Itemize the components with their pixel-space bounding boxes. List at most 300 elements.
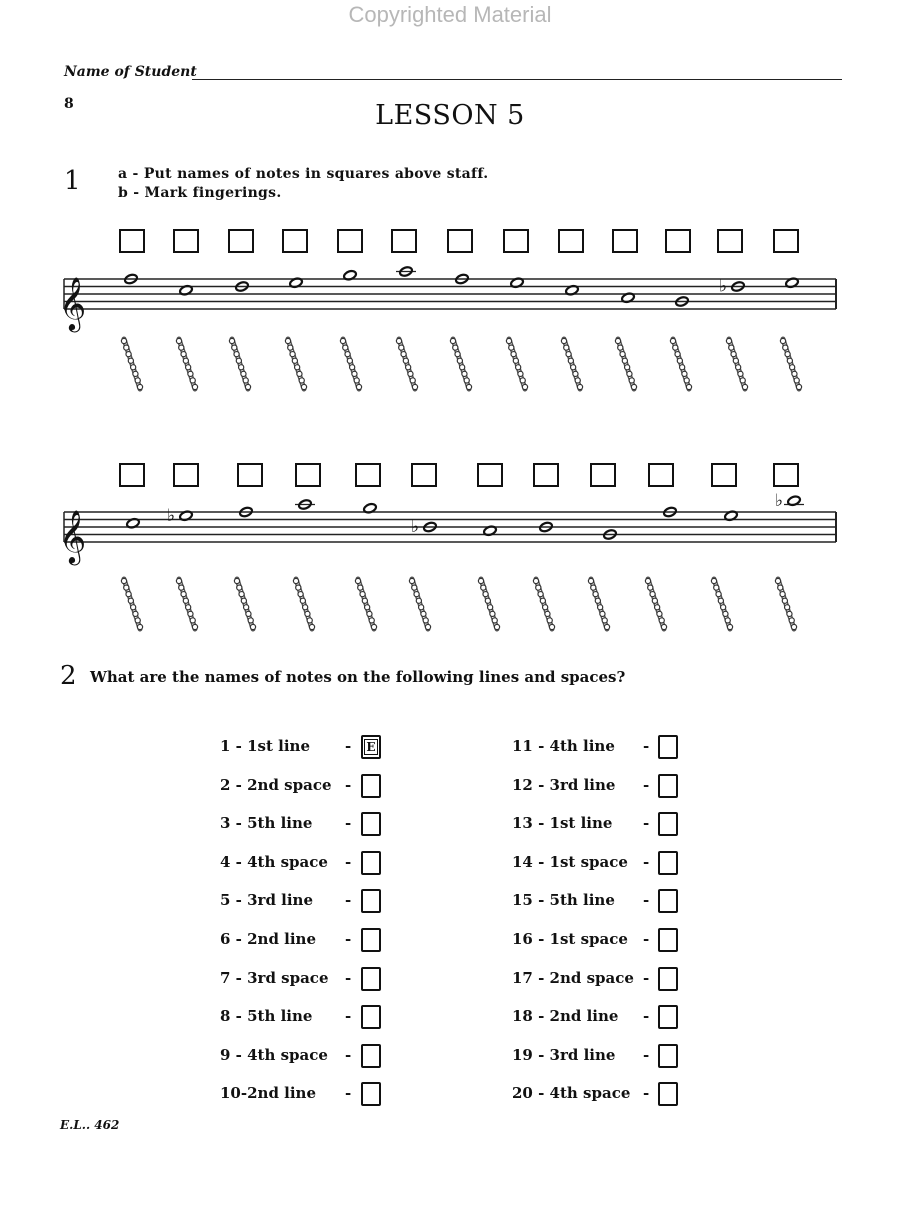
question-label: 1 - 1st line (220, 737, 310, 755)
finger-hole (780, 338, 785, 343)
fingering-chart-icon[interactable] (708, 575, 738, 633)
finger-hole (243, 378, 248, 383)
fingering-chart-icon[interactable] (393, 335, 423, 393)
finger-hole (181, 352, 186, 357)
finger-hole (250, 624, 255, 629)
answer-box[interactable] (658, 1005, 678, 1029)
answer-box[interactable] (361, 851, 381, 875)
note-name-box[interactable] (590, 463, 616, 487)
question-dash: - (345, 891, 352, 910)
finger-hole (126, 352, 131, 357)
finger-hole (406, 365, 411, 370)
question-label: 13 - 1st line (512, 814, 613, 833)
student-name-line[interactable] (192, 79, 842, 80)
finger-hole (564, 345, 569, 350)
finger-hole (782, 598, 787, 603)
lesson-title: LESSON 5 (375, 100, 525, 131)
question-dash: - (643, 930, 650, 948)
finger-hole (135, 378, 140, 383)
finger-hole (131, 365, 136, 370)
finger-hole (371, 624, 376, 629)
note-name-box[interactable] (355, 463, 381, 487)
finger-hole (124, 585, 129, 590)
note-name-box[interactable] (237, 463, 263, 487)
answer-box[interactable] (361, 735, 381, 759)
finger-hole (686, 384, 691, 389)
answer-box[interactable] (658, 774, 678, 798)
finger-hole (522, 384, 527, 389)
question-label: 15 - 5th line (512, 891, 615, 910)
finger-hole (571, 365, 576, 370)
fingering-chart-icon[interactable] (447, 335, 477, 393)
note-name-box[interactable] (503, 229, 529, 253)
answer-box[interactable] (361, 1082, 381, 1106)
question-label: 7 - 3rd space (220, 968, 329, 987)
finger-hole (121, 338, 126, 343)
finger-hole (292, 358, 297, 363)
finger-hole (598, 605, 603, 610)
finger-hole (296, 585, 301, 590)
finger-hole (566, 352, 571, 357)
finger-hole (494, 624, 499, 629)
answer-box[interactable] (361, 889, 381, 913)
fingering-chart-icon[interactable] (118, 575, 148, 633)
question-dash: - (345, 737, 352, 755)
note-name-box[interactable] (558, 229, 584, 253)
finger-hole (684, 378, 689, 383)
fingering-chart-icon[interactable] (282, 335, 312, 393)
finger-hole (533, 578, 538, 583)
fingering-chart-icon[interactable] (352, 575, 382, 633)
finger-hole (137, 384, 142, 389)
fingering-chart-icon[interactable] (118, 335, 148, 393)
finger-hole (293, 578, 298, 583)
finger-hole (604, 624, 609, 629)
answer-box[interactable] (658, 735, 678, 759)
finger-hole (716, 592, 721, 597)
note-name-box[interactable] (717, 229, 743, 253)
answer-box[interactable] (658, 928, 678, 952)
finger-hole (602, 618, 607, 623)
finger-hole (245, 384, 250, 389)
question-dash: - (345, 930, 352, 948)
question-label: 18 - 2nd line (512, 1007, 619, 1026)
finger-hole (190, 618, 195, 623)
fingering-chart-icon[interactable] (503, 335, 533, 393)
note-name-box[interactable] (665, 229, 691, 253)
flat-sign-icon: ♭ (167, 505, 176, 526)
finger-hole (396, 338, 401, 343)
note-name-box[interactable] (612, 229, 638, 253)
finger-hole (345, 352, 350, 357)
answer-box[interactable] (361, 812, 381, 836)
question-label: 9 - 4th space (220, 1045, 328, 1064)
finger-hole (298, 592, 303, 597)
finger-hole (575, 378, 580, 383)
finger-hole (593, 592, 598, 597)
finger-hole (725, 618, 730, 623)
fingering-chart-icon[interactable] (667, 335, 697, 393)
finger-hole (340, 338, 345, 343)
answer-box[interactable] (658, 1082, 678, 1106)
finger-hole (462, 371, 467, 376)
finger-hole (652, 598, 657, 603)
finger-hole (549, 624, 554, 629)
question-dash: - (643, 1045, 650, 1064)
note-name-box[interactable] (533, 463, 559, 487)
fingering-chart-icon[interactable] (612, 335, 642, 393)
note-name-box[interactable] (447, 229, 473, 253)
finger-hole (488, 605, 493, 610)
finger-hole (409, 578, 414, 583)
fingering-chart-icon[interactable] (642, 575, 672, 633)
answer-box[interactable] (361, 774, 381, 798)
finger-hole (513, 358, 518, 363)
finger-hole (547, 618, 552, 623)
question-dash: - (345, 852, 352, 871)
finger-hole (680, 365, 685, 370)
finger-hole (285, 338, 290, 343)
finger-hole (343, 345, 348, 350)
finger-hole (543, 605, 548, 610)
finger-hole (568, 358, 573, 363)
finger-hole (648, 585, 653, 590)
note-name-box[interactable] (173, 229, 199, 253)
flat-sign-icon: ♭ (411, 517, 420, 537)
finger-hole (421, 611, 426, 616)
answer-box[interactable] (361, 928, 381, 952)
finger-hole (657, 611, 662, 616)
note-name-box[interactable] (411, 463, 437, 487)
question-label: 2 - 2nd space (220, 775, 332, 794)
finger-hole (239, 365, 244, 370)
finger-hole (536, 585, 541, 590)
question-label: 16 - 1st space (512, 930, 628, 948)
finger-hole (192, 624, 197, 629)
finger-hole (509, 345, 514, 350)
question-label: 8 - 5th line (220, 1007, 313, 1026)
finger-hole (124, 345, 129, 350)
question-dash: - (643, 814, 650, 833)
question-label: 4 - 4th space (220, 852, 328, 871)
finger-hole (299, 378, 304, 383)
finger-hole (783, 345, 788, 350)
question-label: 11 - 4th line (512, 737, 615, 755)
finger-hole (188, 371, 193, 376)
finger-hole (181, 592, 186, 597)
finger-hole (485, 598, 490, 603)
answer-box[interactable] (658, 967, 678, 991)
finger-hole (179, 345, 184, 350)
finger-hole (128, 358, 133, 363)
finger-hole (787, 611, 792, 616)
finger-hole (401, 352, 406, 357)
question-label: 17 - 2nd space (512, 968, 634, 987)
finger-hole (650, 592, 655, 597)
finger-hole (727, 624, 732, 629)
treble-clef-icon: 𝄞 (59, 276, 87, 330)
question-label: 3 - 5th line (220, 814, 313, 833)
note-name-box[interactable] (773, 229, 799, 253)
finger-hole (588, 578, 593, 583)
finger-hole (464, 378, 469, 383)
finger-hole (483, 592, 488, 597)
finger-hole (365, 605, 370, 610)
finger-hole (785, 605, 790, 610)
note-name-box[interactable] (391, 229, 417, 253)
fingering-chart-icon[interactable] (585, 575, 615, 633)
finger-hole (412, 384, 417, 389)
finger-hole (133, 611, 138, 616)
note-name-box[interactable] (648, 463, 674, 487)
fingering-chart-icon[interactable] (173, 575, 203, 633)
finger-hole (179, 585, 184, 590)
finger-hole (307, 618, 312, 623)
question-dash: - (345, 1045, 352, 1064)
note-name-box[interactable] (295, 463, 321, 487)
finger-hole (244, 605, 249, 610)
fingering-chart-icon[interactable] (226, 335, 256, 393)
finger-hole (237, 585, 242, 590)
section-2-number: 2 (60, 661, 77, 691)
finger-hole (241, 598, 246, 603)
finger-hole (600, 611, 605, 616)
fingering-chart-icon[interactable] (777, 335, 807, 393)
finger-hole (234, 352, 239, 357)
finger-hole (516, 365, 521, 370)
finger-hole (591, 585, 596, 590)
question-dash: - (643, 737, 650, 755)
finger-hole (561, 338, 566, 343)
question-label: 14 - 1st space (512, 852, 628, 871)
finger-hole (236, 358, 241, 363)
finger-hole (176, 578, 181, 583)
finger-hole (232, 345, 237, 350)
finger-hole (248, 618, 253, 623)
finger-hole (785, 352, 790, 357)
finger-hole (645, 578, 650, 583)
finger-hole (545, 611, 550, 616)
student-name-label: Name of Student (64, 64, 197, 80)
footer-code: E.L.. 462 (60, 1118, 120, 1132)
finger-hole (629, 378, 634, 383)
note-name-box[interactable] (477, 463, 503, 487)
note-name-box[interactable] (228, 229, 254, 253)
finger-hole (492, 618, 497, 623)
finger-hole (414, 592, 419, 597)
finger-hole (192, 384, 197, 389)
finger-hole (791, 624, 796, 629)
finger-hole (627, 371, 632, 376)
finger-hole (303, 605, 308, 610)
finger-hole (625, 365, 630, 370)
fingering-chart-icon[interactable] (530, 575, 560, 633)
finger-hole (622, 358, 627, 363)
finger-hole (511, 352, 516, 357)
finger-hole (573, 371, 578, 376)
finger-hole (790, 365, 795, 370)
question-label: 19 - 3rd line (512, 1045, 616, 1064)
question-label: 10-2nd line (220, 1084, 316, 1103)
question-dash: - (345, 1007, 352, 1026)
finger-hole (721, 605, 726, 610)
instruction-b: b - Mark fingerings. (118, 185, 282, 201)
finger-hole (450, 338, 455, 343)
note-name-box[interactable] (119, 229, 145, 253)
fingering-chart-icon[interactable] (337, 335, 367, 393)
fingering-chart-icon[interactable] (772, 575, 802, 633)
question-label: 20 - 4th space (512, 1084, 631, 1103)
finger-hole (295, 365, 300, 370)
fingering-chart-icon[interactable] (723, 335, 753, 393)
finger-hole (300, 598, 305, 603)
flat-sign-icon: ♭ (775, 490, 784, 511)
finger-hole (736, 365, 741, 370)
finger-hole (670, 338, 675, 343)
finger-hole (297, 371, 302, 376)
finger-hole (659, 618, 664, 623)
finger-hole (595, 598, 600, 603)
finger-hole (290, 352, 295, 357)
finger-hole (239, 592, 244, 597)
finger-hole (731, 352, 736, 357)
finger-hole (399, 345, 404, 350)
finger-hole (288, 345, 293, 350)
finger-hole (655, 605, 660, 610)
finger-hole (506, 338, 511, 343)
finger-hole (453, 345, 458, 350)
question-dash: - (345, 814, 352, 833)
finger-hole (360, 592, 365, 597)
question-dash: - (643, 775, 650, 794)
fingering-chart-icon[interactable] (173, 335, 203, 393)
flat-sign-icon: ♭ (719, 276, 728, 297)
finger-hole (186, 365, 191, 370)
finger-hole (460, 365, 465, 370)
answer-box[interactable] (361, 1044, 381, 1068)
finger-hole (457, 358, 462, 363)
finger-hole (350, 365, 355, 370)
finger-hole (661, 624, 666, 629)
fingering-chart-icon[interactable] (290, 575, 320, 633)
finger-hole (121, 578, 126, 583)
finger-hole (190, 378, 195, 383)
question-dash: - (643, 968, 650, 987)
question-label: 12 - 3rd line (512, 775, 616, 794)
finger-hole (677, 358, 682, 363)
instruction-a: a - Put names of notes in squares above staff. (118, 166, 489, 182)
finger-hole (246, 611, 251, 616)
finger-hole (466, 384, 471, 389)
treble-clef-icon: 𝄞 (59, 509, 87, 563)
finger-hole (794, 378, 799, 383)
answer-box[interactable] (361, 967, 381, 991)
finger-hole (673, 345, 678, 350)
finger-hole (416, 598, 421, 603)
finger-hole (412, 585, 417, 590)
finger-hole (229, 338, 234, 343)
note-name-box[interactable] (173, 463, 199, 487)
finger-hole (615, 338, 620, 343)
finger-hole (518, 371, 523, 376)
finger-hole (618, 345, 623, 350)
finger-hole (356, 384, 361, 389)
finger-hole (354, 378, 359, 383)
note-name-box[interactable] (337, 229, 363, 253)
question-label: 5 - 3rd line (220, 891, 314, 910)
finger-hole (408, 371, 413, 376)
note-name-box[interactable] (119, 463, 145, 487)
finger-hole (780, 592, 785, 597)
finger-hole (362, 598, 367, 603)
finger-hole (711, 578, 716, 583)
copyright-watermark: Copyrighted Material (348, 2, 552, 27)
answer-box[interactable] (658, 889, 678, 913)
finger-hole (369, 618, 374, 623)
finger-hole (738, 371, 743, 376)
finger-hole (419, 605, 424, 610)
section-2-question: What are the names of notes on the following lines and spaces? (90, 668, 626, 686)
finger-hole (403, 358, 408, 363)
answer-box[interactable] (658, 851, 678, 875)
finger-hole (347, 358, 352, 363)
finger-hole (729, 345, 734, 350)
finger-hole (183, 598, 188, 603)
answer-box[interactable] (658, 812, 678, 836)
finger-hole (367, 611, 372, 616)
page-number: 8 (64, 96, 74, 112)
finger-hole (131, 605, 136, 610)
answer-box[interactable] (361, 1005, 381, 1029)
finger-hole (675, 352, 680, 357)
note-name-box[interactable] (711, 463, 737, 487)
finger-hole (183, 358, 188, 363)
question-dash: - (643, 852, 650, 871)
finger-hole (740, 378, 745, 383)
finger-hole (540, 598, 545, 603)
finger-hole (128, 598, 133, 603)
note-name-box[interactable] (773, 463, 799, 487)
finger-hole (126, 592, 131, 597)
finger-hole (186, 605, 191, 610)
question-dash: - (345, 775, 352, 794)
finger-hole (577, 384, 582, 389)
finger-hole (358, 585, 363, 590)
answer-text: E (364, 739, 378, 755)
note-name-box[interactable] (282, 229, 308, 253)
fingering-chart-icon[interactable] (231, 575, 261, 633)
finger-hole (631, 384, 636, 389)
finger-hole (778, 585, 783, 590)
finger-hole (188, 611, 193, 616)
question-dash: - (345, 968, 352, 987)
question-dash: - (345, 1084, 352, 1103)
question-dash: - (643, 891, 650, 910)
finger-hole (620, 352, 625, 357)
fingering-chart-icon[interactable] (406, 575, 436, 633)
finger-hole (481, 585, 486, 590)
finger-hole (309, 624, 314, 629)
finger-hole (520, 378, 525, 383)
fingering-chart-icon[interactable] (558, 335, 588, 393)
fingering-chart-icon[interactable] (475, 575, 505, 633)
finger-hole (792, 371, 797, 376)
finger-hole (714, 585, 719, 590)
finger-hole (796, 384, 801, 389)
answer-box[interactable] (658, 1044, 678, 1068)
finger-hole (455, 352, 460, 357)
finger-hole (425, 624, 430, 629)
